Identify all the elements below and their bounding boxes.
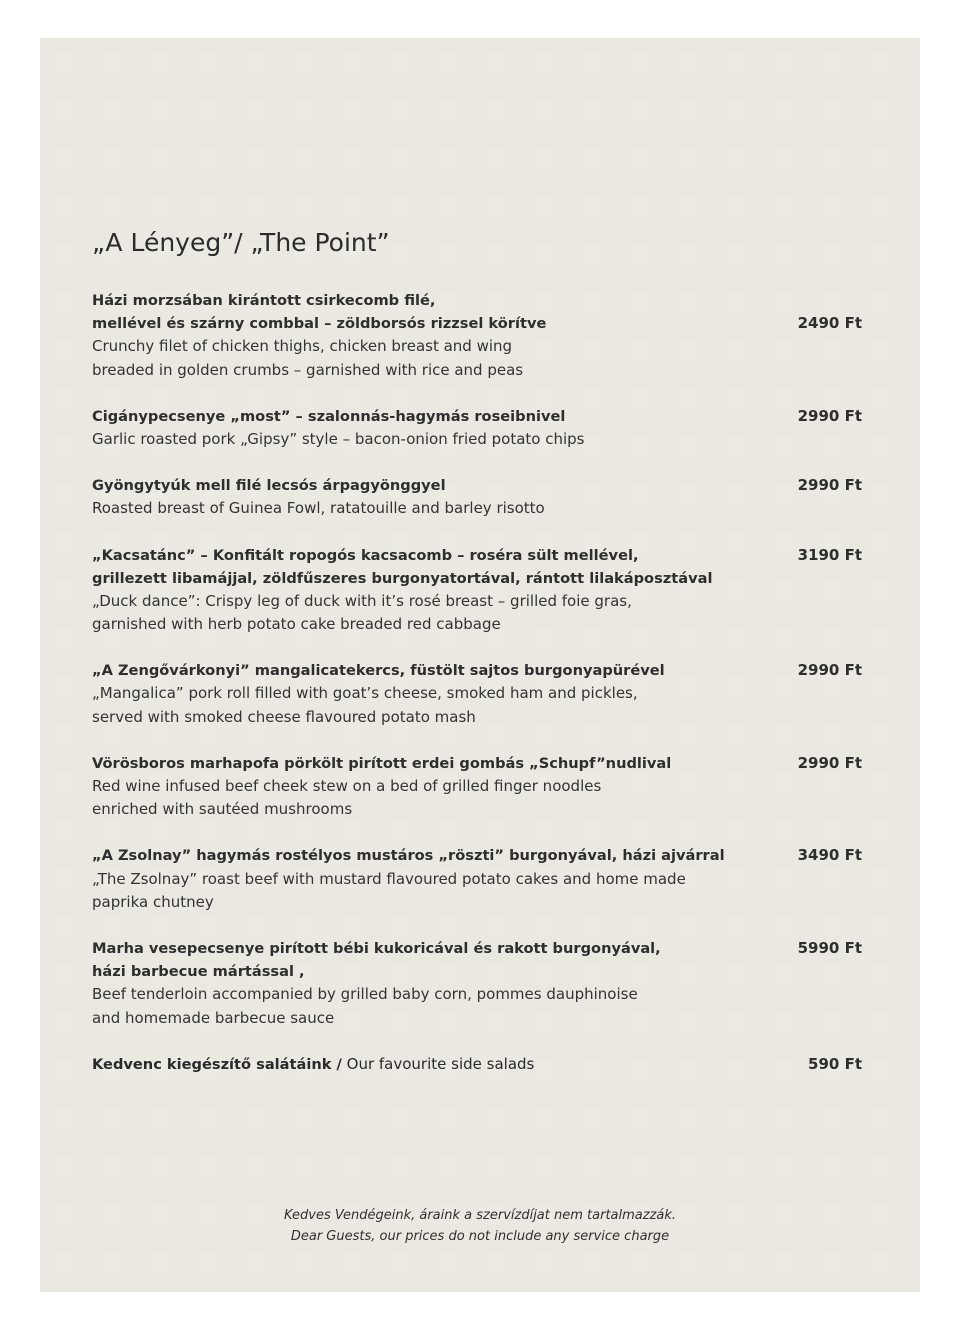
dish-name-hu: „A Zengővárkonyi” mangalicatekercs, füstölt sajtos burgonyapürével [92,662,665,680]
footer-line-hu: Kedves Vendégeink, áraink a szervízdíjat nem tartalmazzák. [283,1208,677,1223]
menu-list [92,289,862,1076]
dish-price: 2990 Ft [797,406,862,425]
dish-price: 3490 Ft [797,846,862,865]
dish-name-en: Red wine infused beef cheek stew on a bed of grilled finger noodles [92,777,602,795]
dish-name-en: „Duck dance”: Crispy leg of duck with it’s rosé breast – grilled foie gras, [92,591,632,610]
footer-note [0,1205,960,1247]
dish-price: 3190 Ft [797,545,862,564]
side-salads-price: 590 Ft [808,1054,862,1073]
dish-name-en: enriched with sautéed mushrooms [92,800,353,819]
dish-name-hu: „Kacsatánc” – Konfitált ropogós kacsacomb – roséra sült mellével, [92,546,639,564]
dish-name-en: „Mangalica” pork roll filled with goat’s cheese, smoked ham and pickles, [92,684,638,703]
menu-title: „A Lényeg”/ „The Point” [92,228,390,257]
dish-name-en: paprika chutney [92,892,214,911]
dish-name-en: and homemade barbecue sauce [92,1008,335,1027]
dish-name-en: served with smoked cheese flavoured potato mash [92,707,476,726]
dish-price: 2990 Ft [797,476,862,495]
dish-price: 2990 Ft [797,753,862,772]
menu-item [92,752,862,822]
dish-name-hu: „A Zsolnay” hagymás rostélyos mustáros „röszti” burgonyával, házi ajvárral [92,847,725,865]
dish-name-en: Garlic roasted pork „Gipsy” style – bacon-onion fried potato chips [92,429,585,448]
dish-name-hu: Vörösboros marhapofa pörkölt pirított erdei gombás „Schupf”nudlival [92,754,672,772]
side-salads-label [92,1053,862,1076]
side-salads-en: Our favourite side salads [341,1054,535,1073]
menu-item [92,659,862,729]
dish-name-hu: házi barbecue mártással , [92,963,305,981]
menu-item [92,844,862,914]
dish-name-en: Roasted breast of Guinea Fowl, ratatouille and barley risotto [92,499,545,518]
dish-name-hu: Cigánypecsenye „most” – szalonnás-hagymás roseibnivel [92,407,566,425]
dish-name-en: breaded in golden crumbs – garnished with rice and peas [92,360,524,379]
dish-name-en: Crunchy filet of chicken thighs, chicken breast and wing [92,337,513,356]
dish-name-en: „The Zsolnay” roast beef with mustard flavoured potato cakes and home made [92,869,686,888]
dish-name-hu: Házi morzsában kirántott csirkecomb filé, [92,292,436,309]
footer-line-en: Dear Guests, our prices do not include any service charge [290,1229,670,1244]
menu-item [92,474,862,520]
menu-item [92,937,862,1030]
dish-name-hu: Marha vesepecsenye pirított bébi kukoricával és rakott burgonyával, [92,939,661,957]
dish-price: 2490 Ft [797,314,862,333]
dish-name-en: garnished with herb potato cake breaded red cabbage [92,615,501,634]
side-salads-hu: Kedvenc kiegészítő salátáink / [92,1055,342,1073]
menu-item [92,289,862,382]
menu-item [92,405,862,451]
dish-price: 5990 Ft [797,938,862,957]
dish-name-hu: grillezett libamájjal, zöldfűszeres burgonyatortával, rántott lilakáposztával [92,569,713,587]
dish-name-en: Beef tenderloin accompanied by grilled baby corn, pommes dauphinoise [92,985,638,1004]
dish-name-hu: Gyöngytyúk mell filé lecsós árpagyönggyel [92,477,446,495]
dish-price: 2990 Ft [797,661,862,680]
menu-item [92,544,862,637]
dish-name-hu: mellével és szárny combbal – zöldborsós rizzsel körítve [92,315,547,333]
side-salads-row [92,1053,862,1076]
